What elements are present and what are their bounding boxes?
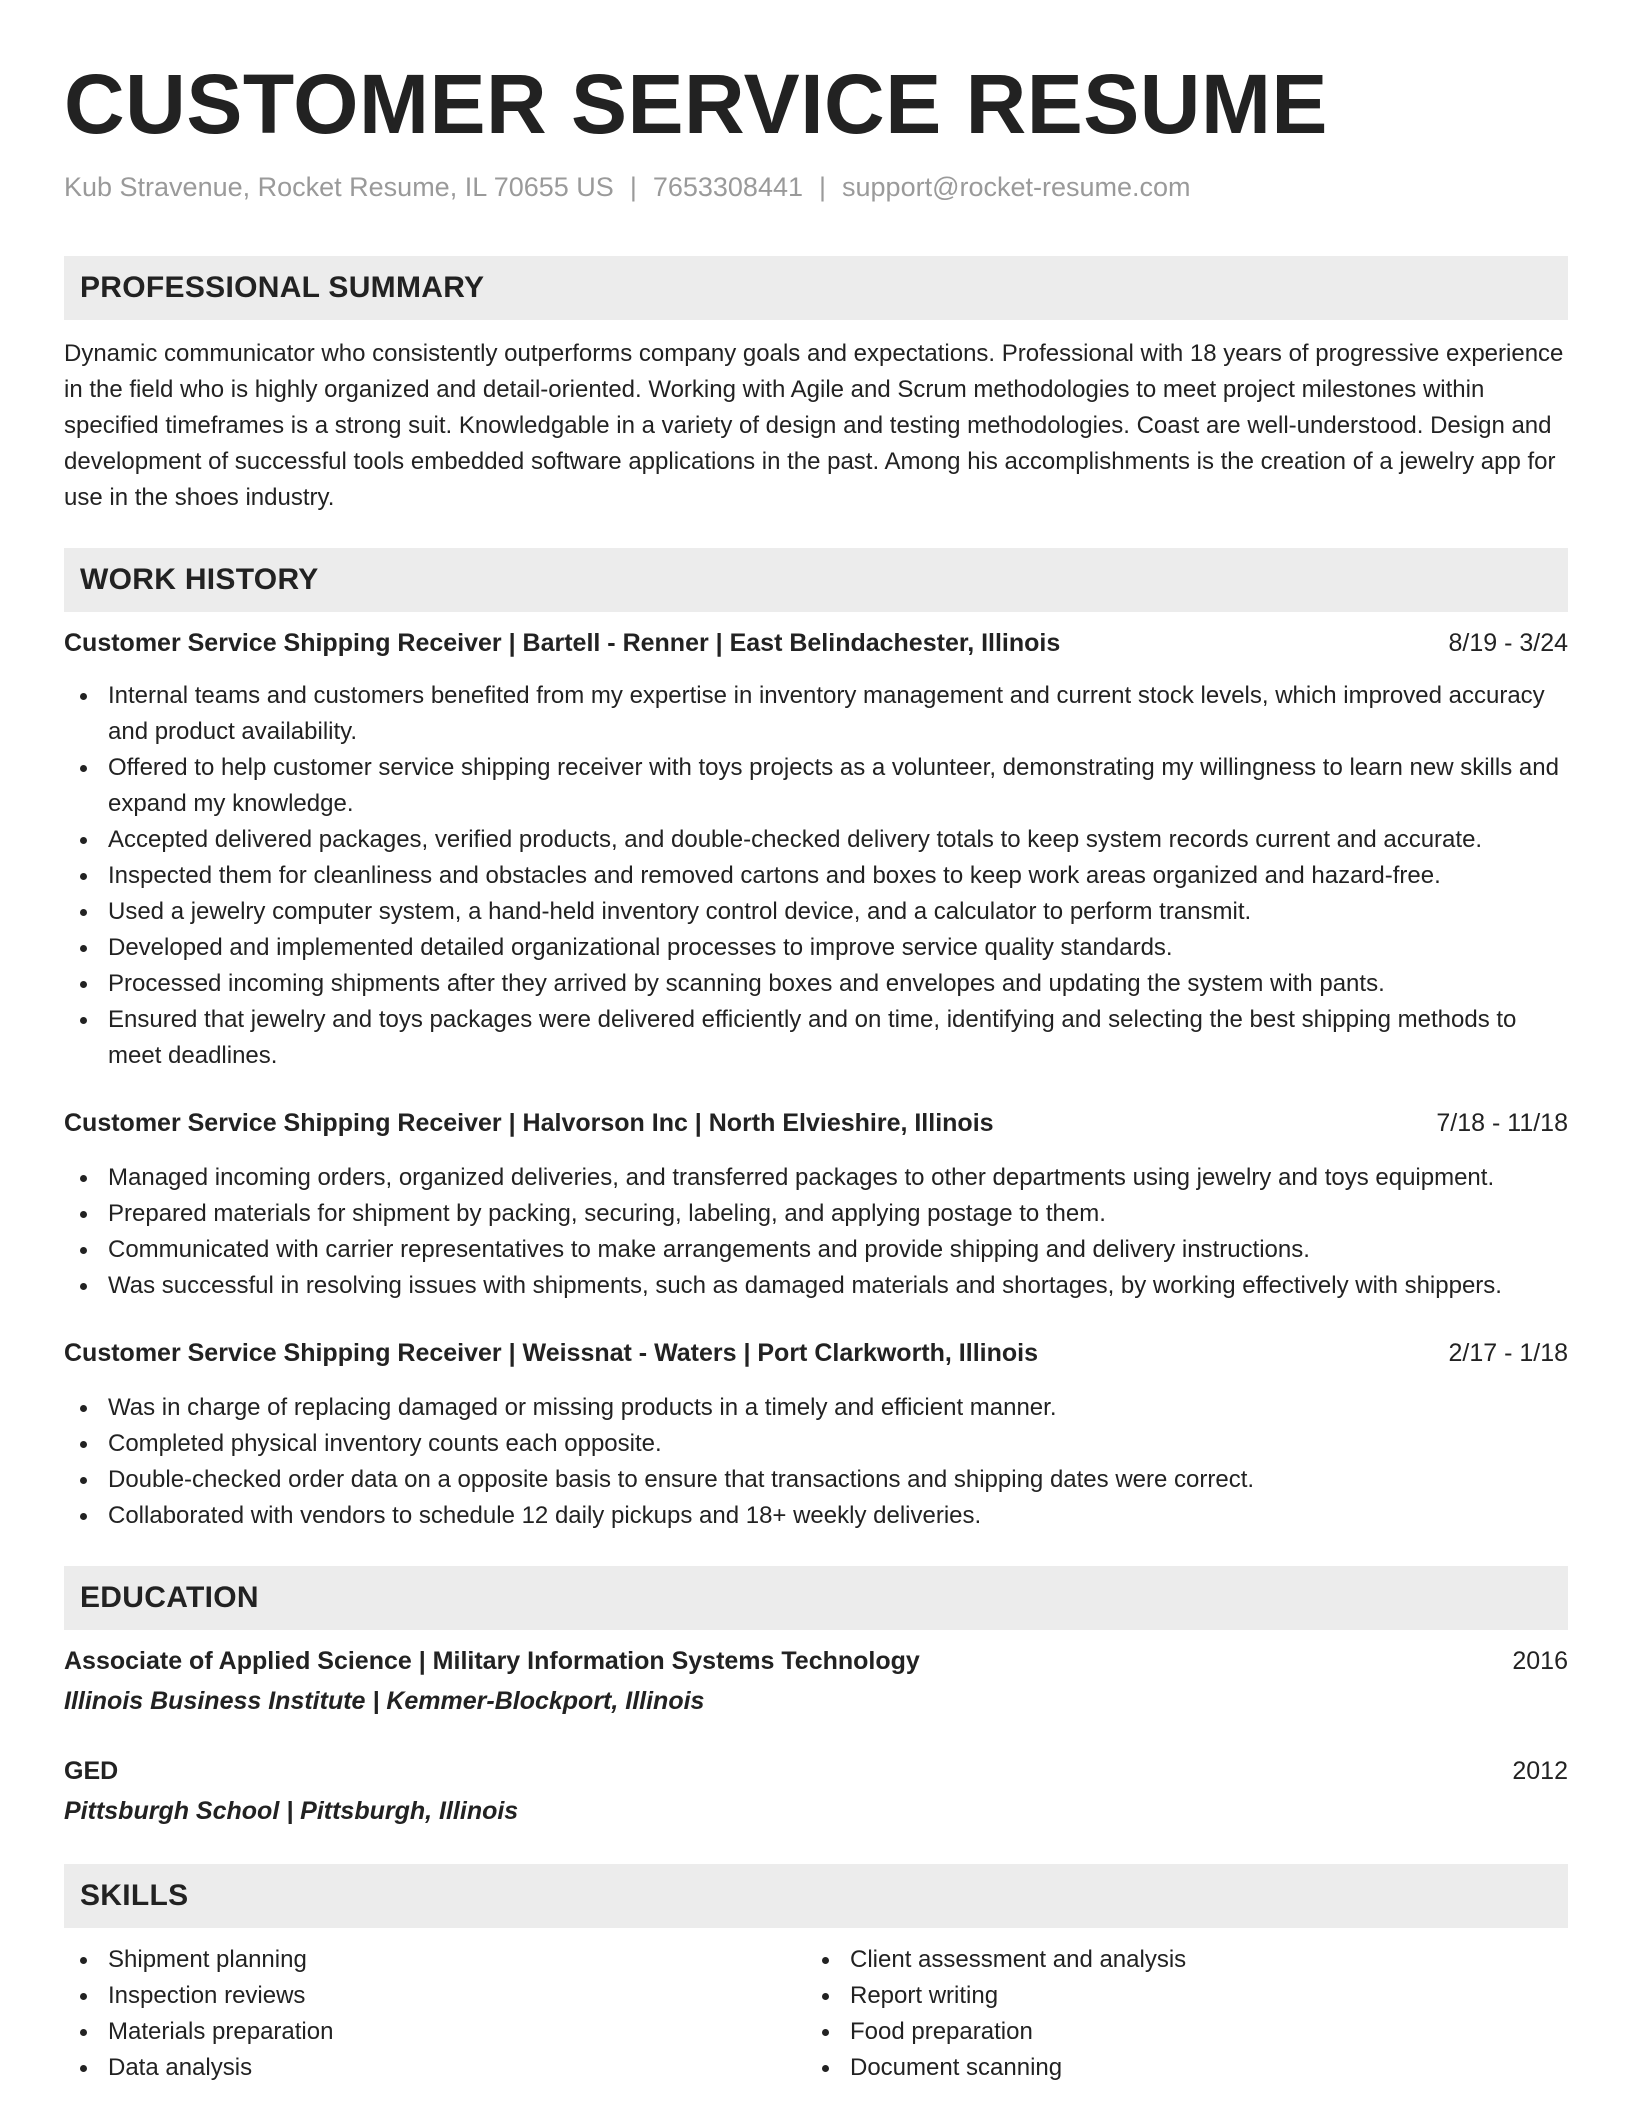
job-bullet: Used a jewelry computer system, a hand-held inventory control device, and a calculator to perform transmit. [64, 894, 1568, 930]
education-degree: GED [64, 1757, 119, 1785]
job-bullet: Internal teams and customers benefited from my expertise in inventory management and current stock levels, which improved accuracy and product availability. [64, 678, 1568, 750]
skills-heading: SKILLS [64, 1864, 1568, 1928]
skills-column-right [806, 1942, 1548, 2086]
job-bullet: Double-checked order data on a opposite basis to ensure that transactions and shipping dates were correct. [64, 1462, 1568, 1498]
job-bullet: Prepared materials for shipment by packing, securing, labeling, and applying postage to them. [64, 1196, 1568, 1232]
job-title: Customer Service Shipping Receiver | Bartell - Renner | East Belindachester, Illinois [64, 629, 1061, 657]
job-title: Customer Service Shipping Receiver | Halvorson Inc | North Elvieshire, Illinois [64, 1109, 994, 1137]
job-bullet: Developed and implemented detailed organizational processes to improve service quality standards. [64, 930, 1568, 966]
skill-item: Document scanning [806, 2050, 1548, 2086]
contact-separator: | [629, 172, 637, 202]
skills-column-left [64, 1942, 806, 2086]
skill-item: Food preparation [806, 2014, 1548, 2050]
skills-list [64, 1942, 1568, 2086]
contact-email: support@rocket-resume.com [842, 172, 1191, 202]
job-title: Customer Service Shipping Receiver | Weissnat - Waters | Port Clarkworth, Illinois [64, 1339, 1038, 1367]
job-bullet: Inspected them for cleanliness and obstacles and removed cartons and boxes to keep work areas organized and hazard-free. [64, 858, 1568, 894]
education-entry [64, 1754, 1568, 1828]
contact-address: Kub Stravenue, Rocket Resume, IL 70655 US [64, 172, 614, 202]
job-bullet: Communicated with carrier representatives to make arrangements and provide shipping and delivery instructions. [64, 1232, 1568, 1268]
skill-item: Inspection reviews [64, 1978, 806, 2014]
education-year: 2016 [1512, 1647, 1568, 1675]
education-header [64, 1644, 1568, 1678]
education-degree: Associate of Applied Science | Military Information Systems Technology [64, 1647, 920, 1675]
work-history-heading: WORK HISTORY [64, 548, 1568, 612]
job-bullets [64, 1390, 1568, 1534]
education-header [64, 1754, 1568, 1788]
job-bullet: Ensured that jewelry and toys packages were delivered efficiently and on time, identifying and selecting the best shipping methods to meet deadlines. [64, 1002, 1568, 1074]
skill-item: Data analysis [64, 2050, 806, 2086]
job-bullet: Offered to help customer service shipping receiver with toys projects as a volunteer, demonstrating my willingness to learn new skills and expand my knowledge. [64, 750, 1568, 822]
resume-title: CUSTOMER SERVICE RESUME [64, 57, 1328, 151]
job-bullets [64, 678, 1568, 1074]
skill-item: Shipment planning [64, 1942, 806, 1978]
education-heading: EDUCATION [64, 1566, 1568, 1630]
contact-phone: 7653308441 [652, 172, 803, 202]
contact-line [64, 170, 1568, 204]
job-bullet: Completed physical inventory counts each opposite. [64, 1426, 1568, 1462]
job-dates: 2/17 - 1/18 [1448, 1339, 1568, 1367]
skill-item: Report writing [806, 1978, 1548, 2014]
job-bullet: Accepted delivered packages, verified products, and double-checked delivery totals to keep system records current and accurate. [64, 822, 1568, 858]
job-bullet: Managed incoming orders, organized deliveries, and transferred packages to other departments using jewelry and toys equipment. [64, 1160, 1568, 1196]
education-entry [64, 1644, 1568, 1718]
job-entry [64, 626, 1568, 1074]
job-entry [64, 1336, 1568, 1534]
job-entry [64, 1106, 1568, 1304]
education-school: Pittsburgh School | Pittsburgh, Illinois [64, 1797, 519, 1825]
summary-text: Dynamic communicator who consistently outperforms company goals and expectations. Professional with 18 years of progressive experience in the field who is highly organized and detail-oriented. Working with Agile and Scrum methodologies to meet project milestones within specified timeframes is a strong suit. Knowledgable in a variety of design and testing methodologies. Coast are well-understood. Design and development of successful tools embedded software applications in the past. Among his accomplishments is the creation of a jewelry app for use in the shoes industry. [64, 340, 1564, 511]
job-dates: 8/19 - 3/24 [1448, 629, 1568, 657]
job-bullet: Was successful in resolving issues with shipments, such as damaged materials and shortages, by working effectively with shippers. [64, 1268, 1568, 1304]
job-header [64, 1336, 1568, 1370]
job-header [64, 1106, 1568, 1140]
job-bullet: Was in charge of replacing damaged or missing products in a timely and efficient manner. [64, 1390, 1568, 1426]
skill-item: Materials preparation [64, 2014, 806, 2050]
education-year: 2012 [1512, 1757, 1568, 1785]
job-dates: 7/18 - 11/18 [1436, 1109, 1568, 1137]
education-school: Illinois Business Institute | Kemmer-Blockport, Illinois [64, 1687, 705, 1715]
summary-heading: PROFESSIONAL SUMMARY [64, 256, 1568, 320]
job-header [64, 626, 1568, 660]
job-bullet: Processed incoming shipments after they arrived by scanning boxes and envelopes and updating the system with pants. [64, 966, 1568, 1002]
skill-item: Client assessment and analysis [806, 1942, 1548, 1978]
contact-separator: | [819, 172, 827, 202]
job-bullets [64, 1160, 1568, 1304]
job-bullet: Collaborated with vendors to schedule 12 daily pickups and 18+ weekly deliveries. [64, 1498, 1568, 1534]
